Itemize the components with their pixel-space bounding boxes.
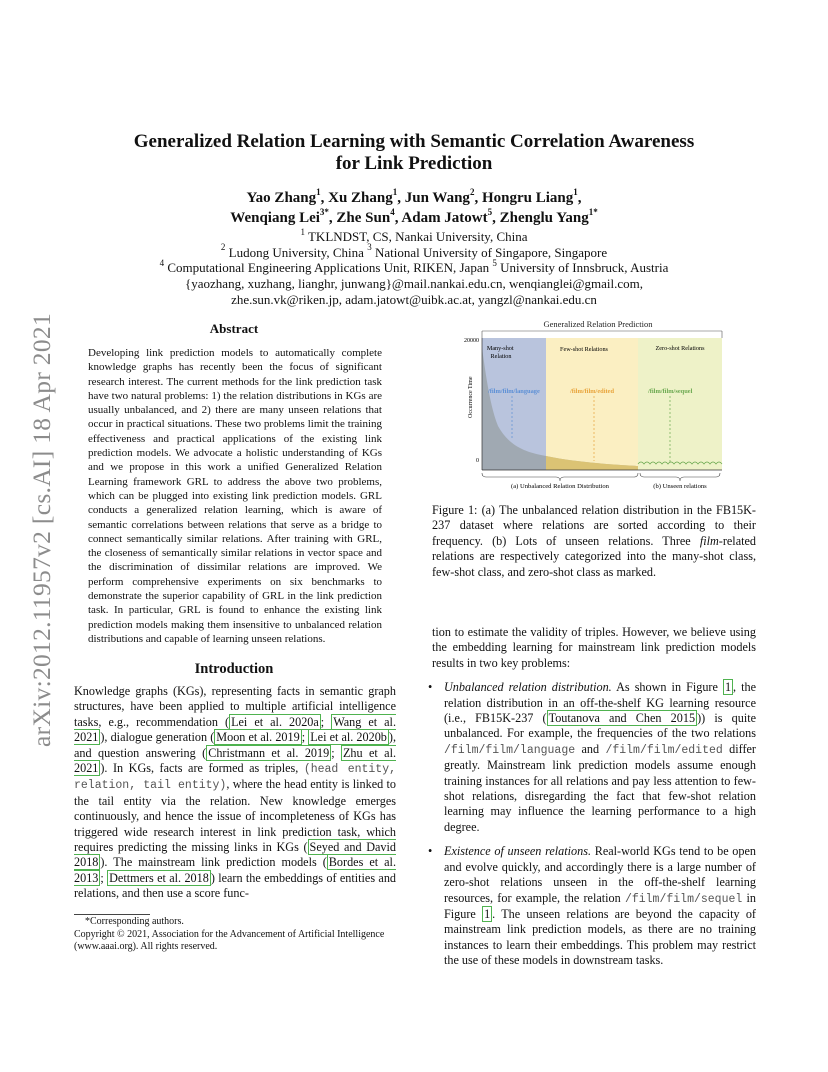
figure-ref-link[interactable]: 1 — [724, 680, 732, 695]
body-text: As shown in Figure — [611, 680, 723, 695]
affiliations — [80, 226, 748, 308]
author-sup: 1 — [392, 187, 398, 197]
subcaption-b: (b) Unseen relations — [653, 483, 707, 490]
citation-link[interactable]: Christmann et al. 2019 — [208, 745, 330, 760]
citation-link[interactable]: Moon et al. 2019 — [216, 730, 300, 745]
body-text: ), dialogue generation ( — [100, 730, 215, 745]
few-shot-region — [546, 338, 638, 470]
citation-link[interactable]: Zhu et al. 2021 — [74, 745, 397, 776]
bullet-heading: Unbalanced relation distribution. — [444, 680, 612, 695]
figure-ref-link[interactable]: 1 — [484, 906, 491, 921]
body-text: Real-world KGs tend to be open and evolve quickly, and accordingly there is a large number of zero-shot relations unseen in the off-the-shelf learning resources, for example, the relation — [444, 844, 756, 905]
introduction-text — [74, 684, 396, 902]
relation-code: /film/film/sequel — [624, 892, 743, 906]
title-line-1: Generalized Relation Learning with Semantic Correlation Awareness — [133, 131, 695, 152]
footnote — [74, 916, 399, 954]
affil-sup: 3 — [367, 242, 372, 253]
copyright-note: Copyright © 2021, Association for the Advancement of Artificial Intelligence (www.aaai.org). All rights reserved. — [74, 928, 385, 953]
body-text: Knowledge graphs (KGs), representing facts in semantic graph structures, have been applied to multiple artificial intelligence tasks, e.g., recommendation ( — [74, 684, 396, 729]
y-tick-max: 20000 — [464, 338, 479, 344]
body-text: ; — [100, 870, 108, 885]
affiliation-text: National University of Singapore, Singapore — [374, 244, 608, 260]
region-many-shot-label — [487, 345, 515, 360]
citation-link[interactable]: Lei et al. 2020b — [310, 730, 387, 745]
caption-text: -related relations are respectively categorized into the many-shot class, few-shot class, and zero-shot class as marked. — [432, 533, 756, 579]
region-many-shot-word2: Relation — [490, 353, 512, 360]
affiliation-line — [80, 260, 748, 276]
figure-caption — [432, 503, 756, 580]
caption-emphasis: film — [699, 533, 719, 548]
citation-link[interactable]: Seyed and David 2018 — [74, 840, 396, 870]
body-text: , where the head entity is linked to the tail entity via the relation. New knowledge emerges continuously, and hence the issue of incompleteness of KGs has triggered wide research interest in link prediction task, which requires predicting the missing links in KGs ( — [74, 777, 396, 855]
bullet-unbalanced — [432, 680, 756, 835]
authors-line-2: Wenqiang Lei$^{3*}$, Zhe Sun$^4$, Adam Jatowt$^5$, Zhenglu Yang$^{1*}$ — [230, 207, 598, 226]
rel-sequel-label: /film/film/sequel — [648, 388, 693, 395]
bullet-unseen — [432, 844, 756, 968]
email-line: {yaozhang, xuzhang, lianghr, junwang}@mail.nankai.edu.cn, wenqianglei@gmail.com, — [185, 276, 643, 292]
affiliation-text: University of Innsbruck, Austria — [500, 260, 669, 276]
zero-shot-region — [638, 338, 722, 470]
author-list — [80, 188, 748, 228]
paragraph: tion to estimate the validity of triples. However, we believe using the embedding learning for mainstream link prediction models results in two key problems: — [432, 625, 756, 670]
body-text: ; — [320, 714, 332, 729]
author-sup: 5 — [487, 207, 493, 217]
body-text: and — [575, 741, 606, 756]
email-line: zhe.sun.vk@riken.jp, adam.jatowt@uibk.ac.at, yangzl@nankai.edu.cn — [231, 291, 597, 307]
y-axis-label: Occurrence Time — [468, 376, 474, 418]
author-sup: 1 — [316, 187, 321, 197]
relation-code: /film/film/edited — [605, 743, 723, 757]
citation-link[interactable]: Bordes et al. 2013 — [74, 855, 396, 885]
corresponding-note: *Corresponding authors. — [85, 916, 184, 927]
body-text: ) learn the embeddings of entities and relations, and then use a score func- — [74, 870, 397, 901]
affil-sup: 1 — [300, 226, 305, 237]
author-name: Zhe Sun — [336, 210, 391, 226]
right-column-text — [432, 625, 756, 969]
body-text: . The unseen relations are beyond the capacity of mainstream link prediction models, as there are no training instances to learn their embeddings. This problem may restrict the use of these models in downstream tasks. — [444, 906, 756, 968]
author-sup: 3* — [319, 207, 329, 217]
footnote-rule — [74, 914, 150, 915]
citation-link[interactable]: Dettmers et al. 2018 — [109, 870, 209, 885]
relation-code: /film/film/language — [444, 743, 576, 757]
bullet-text — [444, 844, 756, 968]
arxiv-id: arXiv:2012.11957v2 [cs.AI] 18 Apr 2021 — [27, 313, 56, 747]
rel-language-label: /film/film/language — [488, 388, 540, 395]
author-sup: 2 — [469, 187, 475, 197]
affiliation-line — [80, 226, 748, 245]
subcaption-a: (a) Unbalanced Relation Distribution — [511, 483, 609, 490]
affiliation-text: Computational Engineering Applications Unit, RIKEN, Japan — [167, 260, 490, 276]
paper-title — [80, 131, 748, 175]
affil-sup: 5 — [492, 258, 497, 269]
author-name: Wenqiang Lei — [230, 210, 320, 226]
body-text: ). In KGs, facts are formed as triples, — [100, 761, 304, 776]
triple-code: (head entity, relation, tail entity) — [74, 763, 397, 793]
abstract-heading: Abstract — [209, 321, 259, 336]
author-sup: 4 — [390, 207, 395, 217]
author-sup: 1 — [573, 187, 578, 197]
body-text: ), and question answering ( — [74, 730, 396, 760]
author-name: Jun Wang — [404, 190, 470, 206]
bullet-heading: Existence of unseen relations. — [444, 844, 592, 859]
body-text: ; — [331, 745, 341, 760]
region-many-shot-word1: Many-shot — [486, 345, 514, 352]
region-zero-shot-label: Zero-shot Relations — [655, 345, 705, 352]
authors-line-1: Yao Zhang$^1$, Xu Zhang$^1$, Jun Wang$^2$, Hongru Liang$^1$, — [246, 187, 582, 206]
body-text: , the relation distribution in an off-the-shelf KG learning resource (i.e., FB15K-237 ( — [444, 680, 757, 726]
citation-link[interactable]: Lei et al. 2020a — [231, 714, 319, 729]
body-text: ; — [301, 730, 309, 745]
y-tick-zero: 0 — [476, 458, 479, 464]
citation-link[interactable]: Toutanova and Chen 2015 — [548, 711, 696, 726]
rel-edited-label: /film/film/edited — [570, 388, 615, 395]
bullet-text — [444, 680, 756, 835]
author-name: Yao Zhang — [246, 190, 317, 206]
body-text: in Figure — [444, 890, 757, 921]
body-text: ). The mainstream link prediction models ( — [100, 855, 327, 870]
body-text: differ greatly. Mainstream link prediction models assume enough training instances for all relations and pay less attention to few-shot relations, disregarding the fact that few-shot relation learning may influence the learning performance to a high degree. — [444, 741, 756, 834]
abstract-text: Developing link prediction models to automatically complete knowledge graphs has recently been the focus of significant research interest. The current methods for the link prediction task have two natural problems: 1) the relation distributions in KGs are usually unbalanced, and 2) there are many unseen relations that occur in practical situations. These two problems limit the training effectiveness and practical applications of the existing link prediction models. We advocate a holistic understanding of KGs and we propose in this work a unified Generalized Relation Learning framework GRL to address the above two problems, which can be plugged into existing link prediction models. GRL conducts a generalized relation learning, which is aware of semantic correlations between relations that serve as a bridge to connect semantically similar relations. After training with GRL, the closeness of semantically similar relations in vector space and the discrimination of dissimilar relations are improved. We perform comprehensive experiments on six benchmarks to demonstrate the superior capability of GRL in the link prediction task. In particular, GRL is found to enhance the existing link prediction models making them insensitive to unbalanced relation distributions and capable of learning unseen relations. — [88, 347, 382, 645]
author-name: Hongru Liang — [481, 190, 574, 206]
arxiv-sidebar-stamp — [18, 295, 66, 765]
citation-link[interactable]: Wang et al. 2021 — [74, 714, 396, 745]
affiliation-text: Ludong University, China — [228, 244, 364, 260]
title-line-2: for Link Prediction — [335, 153, 493, 174]
introduction-heading: Introduction — [194, 661, 274, 677]
author-name: Zhenglu Yang — [499, 210, 589, 226]
affiliation-line — [80, 242, 748, 261]
figure-top-title: Generalized Relation Prediction — [543, 319, 653, 329]
caption-text: Figure 1: (a) The unbalanced relation distribution in the FB15K-237 dataset where relations are sorted according to their frequency. (b) Lots of unseen relations. Three — [432, 503, 756, 548]
affiliation-text: TKLNDST, CS, Nankai University, China — [307, 229, 528, 244]
author-name: Xu Zhang — [328, 190, 393, 206]
affil-sup: 4 — [159, 258, 165, 269]
author-sup: 1* — [588, 207, 598, 217]
body-text: )) is quite unbalanced. For example, the frequencies of the two relations — [444, 711, 756, 741]
figure-1 — [460, 318, 752, 494]
author-name: Adam Jatowt — [401, 210, 488, 226]
region-few-shot-label: Few-shot Relations — [560, 346, 608, 353]
affil-sup: 2 — [220, 242, 226, 253]
